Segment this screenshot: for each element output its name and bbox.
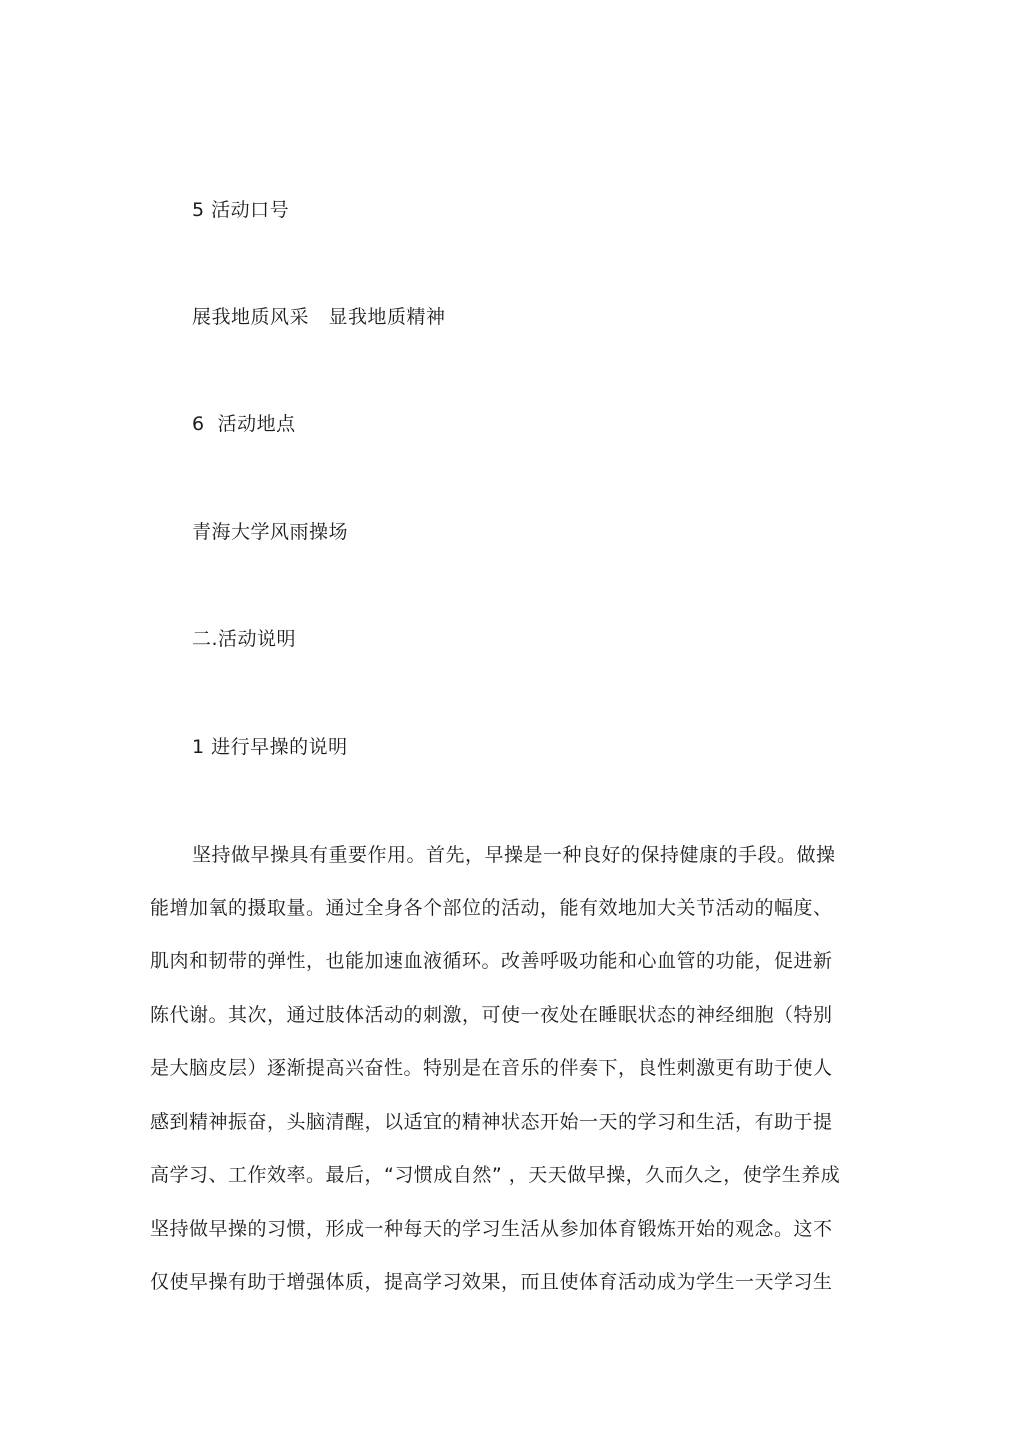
paragraph-line: 是大脑皮层）逐渐提高兴奋性。特别是在音乐的伴奏下，良性刺激更有助于使人 bbox=[150, 1057, 833, 1079]
paragraph-line: 坚持做早操的习惯，形成一种每天的学习生活从参加体育锻炼开始的观念。这不 bbox=[150, 1218, 833, 1240]
slogan-text: 展我地质风采 显我地质精神 bbox=[192, 306, 446, 328]
section-heading-location: 6 活动地点 bbox=[192, 413, 296, 435]
paragraph-line: 肌肉和韧带的弹性，也能加速血液循环。改善呼吸功能和心血管的功能，促进新 bbox=[150, 950, 833, 972]
subsection-heading-morning-exercise: 1 进行早操的说明 bbox=[192, 736, 348, 758]
paragraph-line: 陈代谢。其次，通过肢体活动的刺激，可使一夜处在睡眠状态的神经细胞（特别 bbox=[150, 1004, 833, 1026]
section-heading-description: 二.活动说明 bbox=[192, 628, 297, 650]
paragraph-line: 仅使早操有助于增强体质，提高学习效果，而且使体育活动成为学生一天学习生 bbox=[150, 1271, 833, 1293]
section-heading-slogan: 5 活动口号 bbox=[192, 199, 290, 221]
location-text: 青海大学风雨操场 bbox=[192, 521, 349, 543]
paragraph-line: 高学习、工作效率。最后，“习惯成自然” ，天天做早操，久而久之，使学生养成 bbox=[150, 1164, 841, 1186]
paragraph-line: 坚持做早操具有重要作用。首先，早操是一种良好的保持健康的手段。做操 bbox=[192, 844, 836, 866]
paragraph-line: 感到精神振奋，头脑清醒，以适宜的精神状态开始一天的学习和生活，有助于提 bbox=[150, 1111, 833, 1133]
paragraph-line: 能增加氧的摄取量。通过全身各个部位的活动，能有效地加大关节活动的幅度、 bbox=[150, 897, 833, 919]
